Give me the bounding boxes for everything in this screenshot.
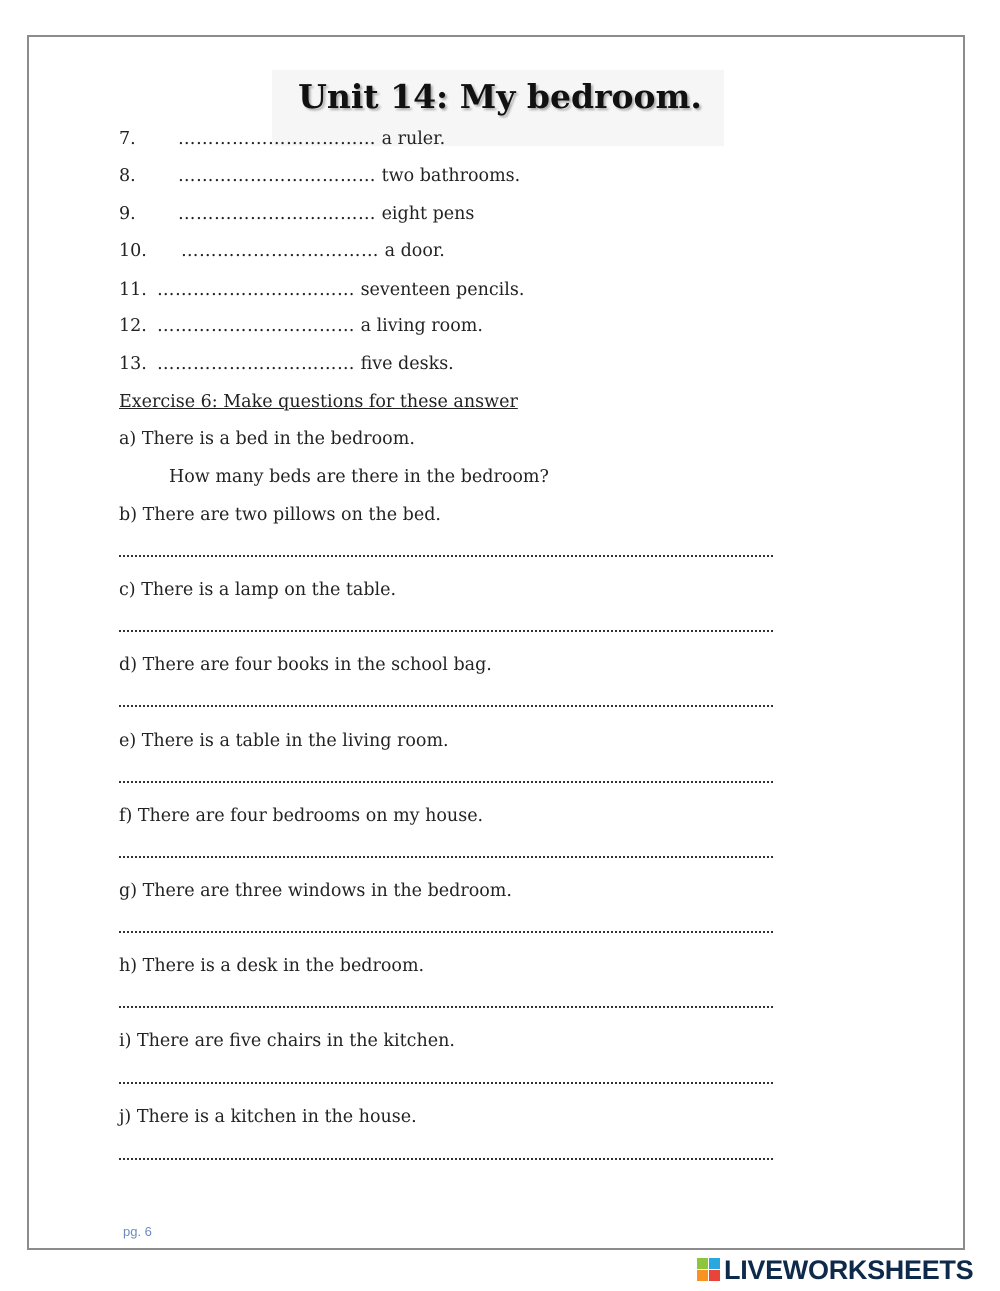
blank-dots: …………………………… <box>181 241 379 261</box>
question-item: d) There are four books in the school bag. <box>119 655 492 675</box>
answer-line[interactable] <box>119 1082 773 1084</box>
fill-item <box>119 168 520 186</box>
blank-dots: …………………………… <box>157 354 355 374</box>
blank-dots: …………………………… <box>178 129 376 149</box>
question-item: c) There is a lamp on the table. <box>119 580 397 600</box>
question-item: i) There are five chairs in the kitchen. <box>119 1031 455 1051</box>
item-number: 12. <box>119 316 147 336</box>
fill-item <box>119 356 454 374</box>
item-number: 8. <box>119 166 136 186</box>
question-item: b) There are two pillows on the bed. <box>119 505 441 525</box>
item-text: a living room. <box>360 316 483 336</box>
liveworksheets-logo-icon <box>697 1258 721 1282</box>
item-text: eight pens <box>381 204 475 224</box>
item-text: five desks. <box>360 354 454 374</box>
exercise-heading: Exercise 6: Make questions for these answer <box>119 392 518 412</box>
fill-item <box>119 206 474 224</box>
answer-line[interactable] <box>119 705 773 707</box>
blank-dots: …………………………… <box>178 166 376 186</box>
question-item: f) There are four bedrooms on my house. <box>119 806 484 826</box>
answer-line[interactable] <box>119 856 773 858</box>
answer-line[interactable] <box>119 630 773 632</box>
item-number: 10. <box>119 241 147 261</box>
blank-dots: …………………………… <box>178 204 376 224</box>
question-item: j) There is a kitchen in the house. <box>119 1107 417 1127</box>
item-number: 13. <box>119 354 147 374</box>
item-number: 11. <box>119 280 147 300</box>
page-title: Unit 14: My bedroom. <box>298 77 702 116</box>
example-question: How many beds are there in the bedroom? <box>169 467 549 487</box>
question-item: g) There are three windows in the bedroom. <box>119 881 512 901</box>
item-text: a door. <box>384 241 445 261</box>
item-text: two bathrooms. <box>381 166 521 186</box>
blank-dots: …………………………… <box>157 280 355 300</box>
item-text: seventeen pencils. <box>360 280 525 300</box>
answer-line[interactable] <box>119 1006 773 1008</box>
fill-item <box>119 318 483 336</box>
question-item: e) There is a table in the living room. <box>119 731 449 751</box>
answer-line[interactable] <box>119 1158 773 1160</box>
answer-line[interactable] <box>119 931 773 933</box>
answer-line[interactable] <box>119 781 773 783</box>
item-number: 9. <box>119 204 136 224</box>
fill-item <box>119 131 445 149</box>
blank-dots: …………………………… <box>157 316 355 336</box>
liveworksheets-brand[interactable] <box>697 1256 973 1284</box>
item-number: 7. <box>119 129 136 149</box>
question-item: h) There is a desk in the bedroom. <box>119 956 425 976</box>
item-text: a ruler. <box>381 129 446 149</box>
fill-item <box>119 243 445 261</box>
answer-line[interactable] <box>119 555 773 557</box>
page-number: pg. 6 <box>123 1224 152 1239</box>
fill-item <box>119 282 524 300</box>
brand-name: LIVEWORKSHEETS <box>724 1254 974 1285</box>
example-statement: a) There is a bed in the bedroom. <box>119 429 415 449</box>
